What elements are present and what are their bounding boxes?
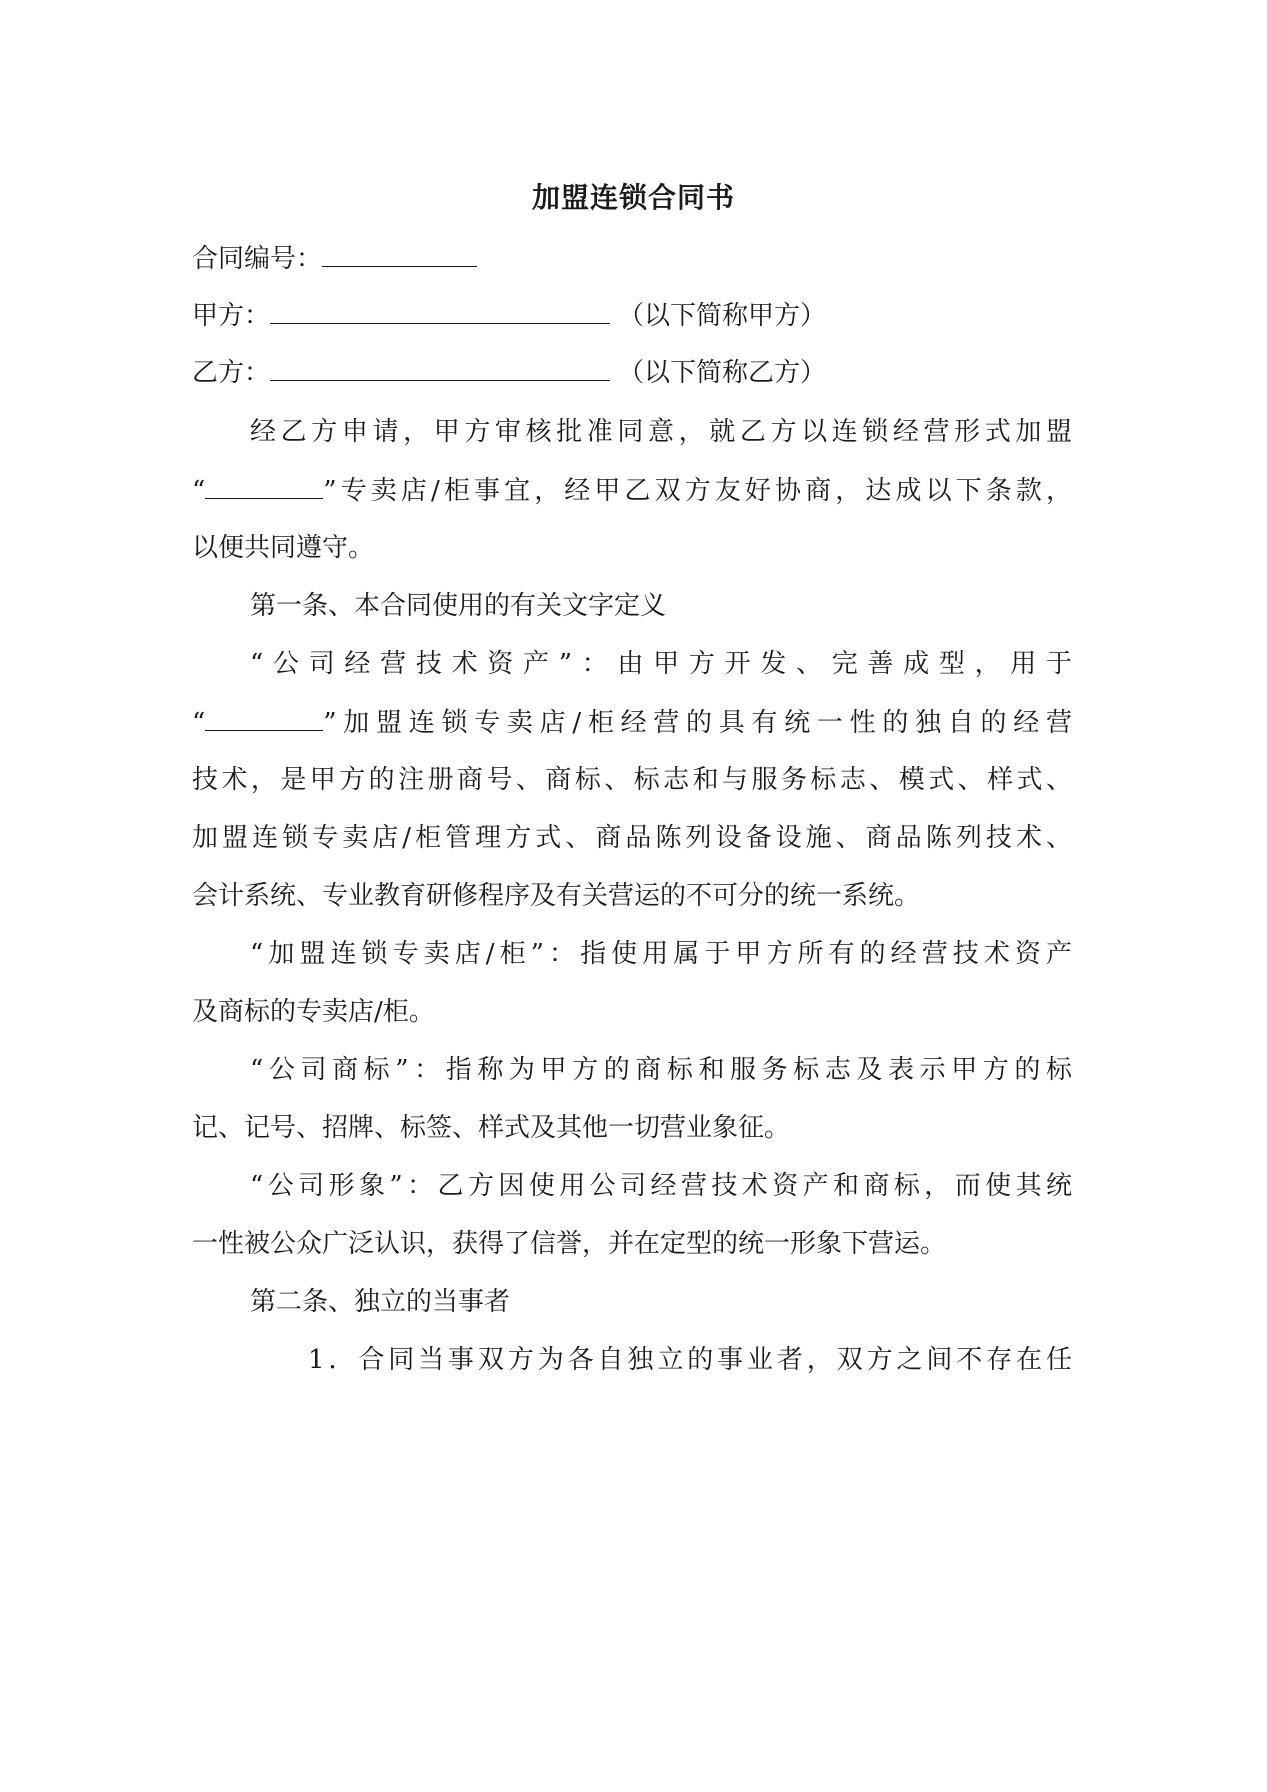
intro-open-quote: “ <box>192 476 206 506</box>
contract-number-blank <box>322 238 477 267</box>
definition-1-open-quote: “ <box>192 708 206 738</box>
article-2-heading: 第二条、独立的当事者 <box>250 1287 511 1317</box>
party-a-suffix: （以下简称甲方） <box>618 301 827 331</box>
article-1-heading: 第一条、本合同使用的有关文字定义 <box>250 591 667 621</box>
brand-name-blank <box>205 470 323 499</box>
definition-4-line-1: “公司形象”：乙方因使用公司经营技术资产和商标，而使其统 <box>250 1171 1072 1201</box>
definition-1-line-1: “公司经营技术资产”：由甲方开发、完善成型，用于 <box>250 649 1072 679</box>
definition-3-line-1: “公司商标”：指称为甲方的商标和服务标志及表示甲方的标 <box>250 1055 1072 1085</box>
definition-1-line-4: 加盟连锁专卖店/柜管理方式、商品陈列设备设施、商品陈列技术、 <box>192 823 1072 853</box>
intro-line-3: 以便共同遵守。 <box>192 533 375 563</box>
definition-1-brand-blank <box>205 702 323 731</box>
contract-number-label: 合同编号： <box>192 244 323 274</box>
intro-line-2-text: ”专卖店/柜事宜，经甲乙双方友好协商，达成以下条款， <box>323 476 1072 506</box>
definition-2-line-2: 及商标的专卖店/柜。 <box>192 997 435 1027</box>
party-b-suffix: （以下简称乙方） <box>618 358 827 388</box>
document-title: 加盟连锁合同书 <box>531 181 735 214</box>
definition-1-line-2 <box>192 702 1072 743</box>
party-b-label: 乙方： <box>192 358 271 388</box>
definition-4-line-2: 一性被公众广泛认识，获得了信誉，并在定型的统一形象下营运。 <box>192 1229 947 1259</box>
party-b-blank <box>270 352 610 381</box>
contract-number-row <box>192 238 1072 279</box>
intro-line-2 <box>192 470 1072 511</box>
definition-1-line-5: 会计系统、专业教育研修程序及有关营运的不可分的统一系统。 <box>192 881 921 911</box>
article-2-item-1-line-1: 1．合同当事双方为各自独立的事业者，双方之间不存在任 <box>308 1345 1072 1375</box>
definition-2-line-1: “加盟连锁专卖店/柜”：指使用属于甲方所有的经营技术资产 <box>250 939 1072 969</box>
party-a-label: 甲方： <box>192 301 271 331</box>
party-b-row <box>192 352 1072 393</box>
party-a-row <box>192 295 1072 336</box>
party-a-blank <box>270 295 610 324</box>
definition-3-line-2: 记、记号、招牌、标签、样式及其他一切营业象征。 <box>192 1113 791 1143</box>
definition-1-line-3: 技术，是甲方的注册商号、商标、标志和与服务标志、模式、样式、 <box>192 765 1072 795</box>
intro-line-1: 经乙方申请，甲方审核批准同意，就乙方以连锁经营形式加盟 <box>250 417 1072 447</box>
definition-1-line-2-text: ”加盟连锁专卖店/柜经营的具有统一性的独自的经营 <box>323 708 1072 738</box>
